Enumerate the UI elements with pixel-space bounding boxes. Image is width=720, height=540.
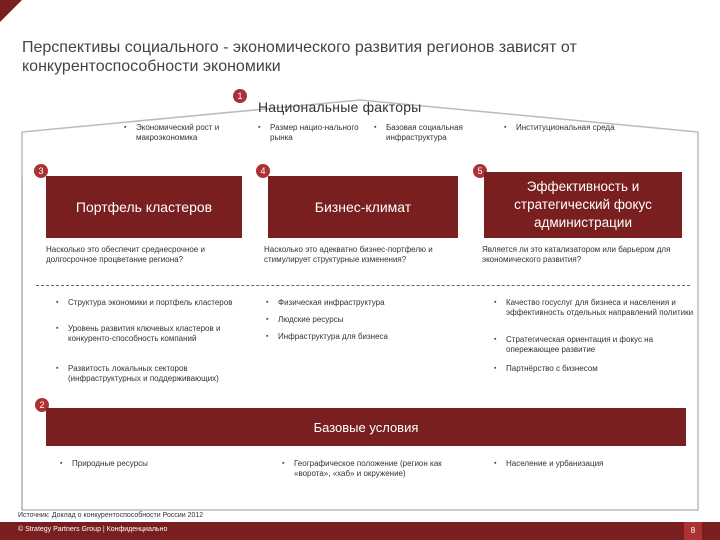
- admin-number-badge: 5: [473, 164, 487, 178]
- base-title: Базовые условия: [313, 420, 419, 435]
- page-number: 8: [684, 522, 702, 540]
- admin-box: [484, 172, 682, 238]
- national-header: Национальные факторы: [258, 99, 422, 115]
- business-box: [268, 176, 458, 238]
- clusters-number-badge: 3: [34, 164, 48, 178]
- business-question: Насколько это адекватно бизнес-портфелю и стимулирует структурные изменения?: [264, 245, 433, 264]
- footer-text: © Strategy Partners Group | Конфиденциально: [18, 526, 168, 533]
- admin-item: ▪ Качество госуслуг для бизнеса и населения и эффективность отдельных направлений политики: [494, 298, 702, 317]
- national-item: ▪ Размер нацио-нального рынка: [258, 123, 362, 142]
- section-divider: [36, 285, 690, 286]
- business-number-badge: 4: [256, 164, 270, 178]
- base-number-badge: 2: [35, 398, 49, 412]
- base-item: ▪ Географическое положение (регион как «ворота», «хаб» и окружение): [282, 459, 454, 478]
- clusters-item: ▪ Развитость локальных секторов (инфраструктурных и поддерживающих): [56, 364, 248, 383]
- page-title: Перспективы социального - экономического развития регионов зависят от конкурентоспособности экономики: [22, 39, 577, 75]
- clusters-box: [46, 176, 242, 238]
- national-item: ▪ Экономический рост и макроэкономика: [124, 123, 254, 142]
- admin-question: Является ли это катализатором или барьером для экономического развития?: [482, 245, 671, 264]
- admin-title: Эффективность и стратегический фокус администрации: [514, 179, 652, 230]
- admin-item: ▪ Партнёрство с бизнесом: [494, 364, 702, 374]
- national-number-badge: 1: [233, 89, 247, 103]
- clusters-item: ▪ Уровень развития ключевых кластеров и конкуренто-способность компаний: [56, 324, 228, 343]
- source-note: Источник: Доклад о конкурентоспособности России 2012: [18, 512, 204, 519]
- business-item: ▪ Людские ресурсы: [266, 315, 468, 325]
- business-item: ▪ Инфраструктура для бизнеса: [266, 332, 468, 342]
- corner-accent: [0, 0, 22, 22]
- national-item: ▪ Институциональная среда: [504, 123, 628, 133]
- clusters-title: Портфель кластеров: [75, 199, 213, 215]
- national-item: ▪ Базовая социальная инфраструктура: [374, 123, 504, 142]
- business-item: ▪ Физическая инфраструктура: [266, 298, 468, 308]
- base-bar: [46, 408, 686, 446]
- clusters-item: ▪ Структура экономики и портфель кластеров: [56, 298, 244, 308]
- clusters-question: Насколько это обеспечит среднесрочное и долгосрочное процветание региона?: [46, 245, 205, 264]
- base-item: ▪ Население и урбанизация: [494, 459, 696, 469]
- base-item: ▪ Природные ресурсы: [60, 459, 252, 469]
- admin-item: ▪ Стратегическая ориентация и фокус на опережающее развитие: [494, 335, 702, 354]
- business-title: Бизнес-климат: [314, 199, 412, 215]
